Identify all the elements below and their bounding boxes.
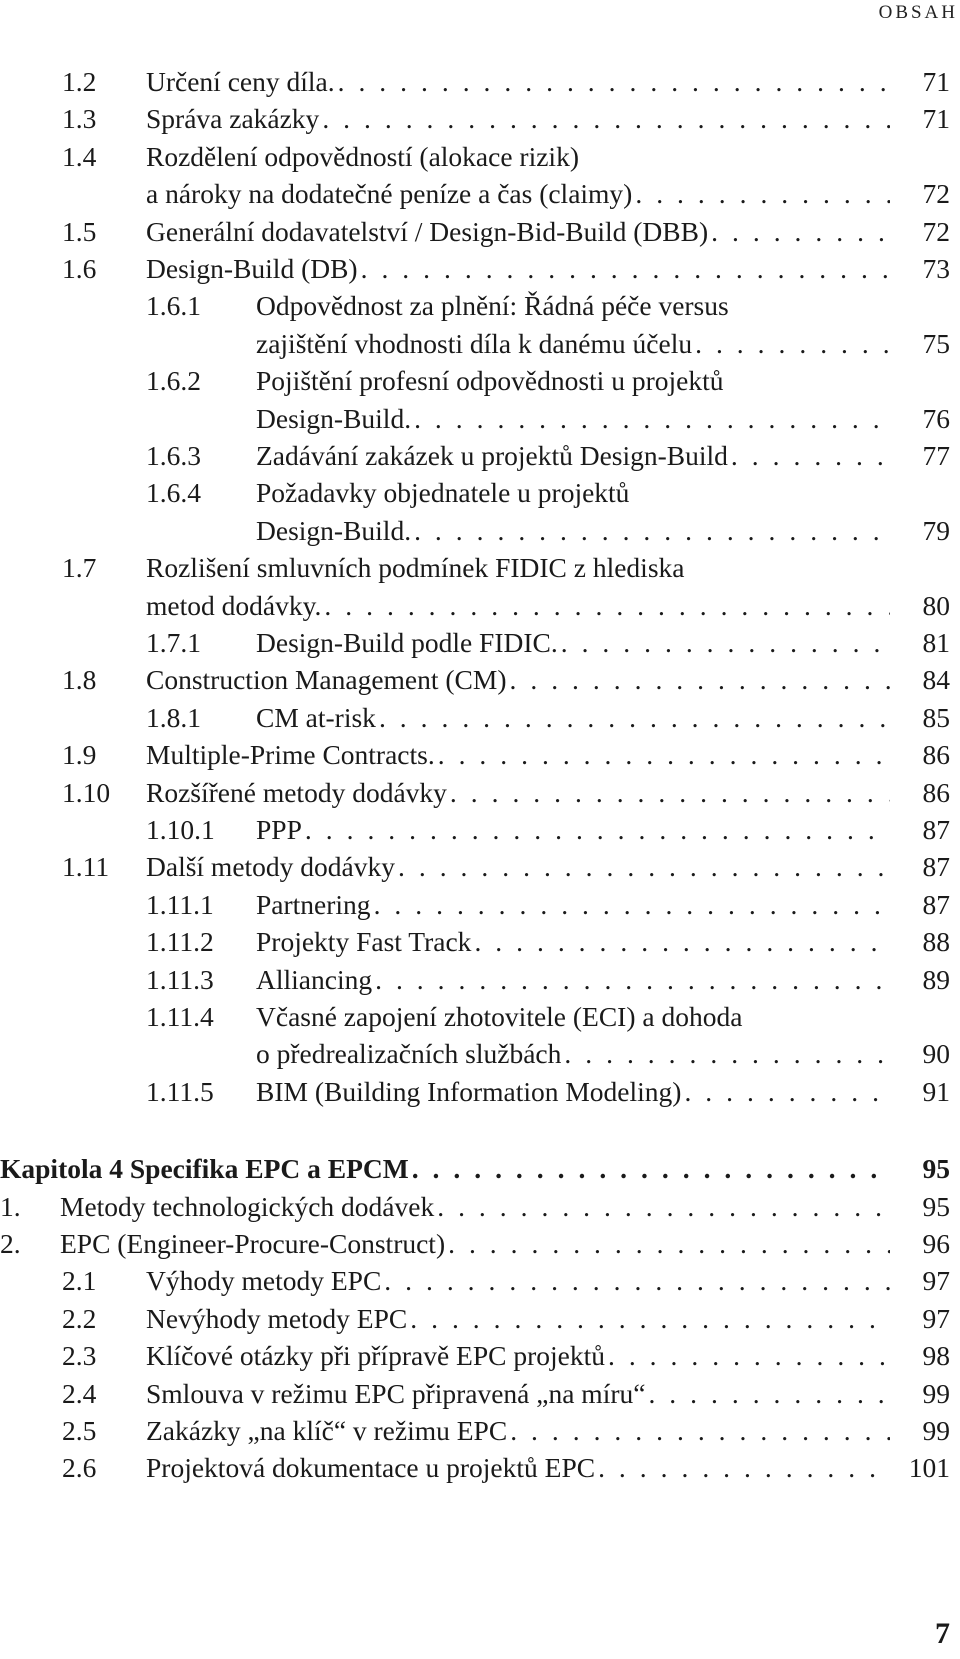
toc-entry-title: Metody technologických dodávek [60,1190,435,1222]
toc-entry-line[interactable] [0,137,960,176]
toc-entry-title: zajištění vhodnosti díla k danému účelu [256,327,693,359]
toc-entry-number: 1.11 [62,851,110,883]
toc-entry-line[interactable] [0,1411,960,1450]
dot-leader [731,436,890,475]
dot-leader [410,1299,890,1338]
dot-leader [384,1261,890,1300]
toc-entry-title: Pojištění profesní odpovědnosti u projektů [256,365,724,397]
toc-entry-line[interactable] [0,361,960,400]
toc-entry-title: Design-Build. [256,402,412,434]
toc-entry-line[interactable] [0,1187,960,1226]
toc-entry-number: 1.7.1 [146,627,201,658]
toc-entry-title: Klíčové otázky při přípravě EPC projektů [146,1340,605,1372]
toc-entry-number: 1.11.5 [146,1075,214,1107]
dot-leader [711,212,890,251]
toc-entry-title: Multiple-Prime Contracts. [146,739,435,771]
dot-leader [448,1224,890,1263]
dot-leader [561,623,890,662]
toc-entry-number: 1.3 [62,103,97,135]
toc-entry-line[interactable] [0,623,960,662]
toc-entry-title: Zadávání zakázek u projektů Design-Build [256,440,728,471]
toc-entry-line[interactable] [0,773,960,812]
toc-entry-title: Správa zakázky [146,103,320,135]
toc-entry-number: 2.4 [62,1377,97,1409]
toc-entry-title: Alliancing [256,963,373,995]
toc-entry-title: Požadavky objednatele u projektů [256,477,630,509]
toc-entry-title: Výhody metody EPC [146,1265,382,1297]
toc-entry-page: 87 [922,888,950,920]
dot-leader [437,1187,890,1226]
dot-leader [414,511,890,550]
toc-entry-page: 87 [922,814,950,845]
toc-entry-page: 90 [922,1038,950,1070]
toc-entry-number: 1. [0,1190,21,1222]
toc-entry-page: 79 [922,514,950,546]
toc-entry-page: 86 [922,739,950,771]
toc-entry-number: 1.6.4 [146,477,201,509]
toc-entry-page: 80 [922,589,950,621]
toc-entry-page: 75 [922,327,950,359]
toc-entry-line[interactable] [0,399,960,438]
toc-entry-line[interactable] [0,1224,960,1263]
toc-entry-line[interactable] [0,1448,960,1487]
dot-leader [450,773,890,812]
dot-leader [324,586,890,625]
toc-entry-number: 1.11.1 [146,888,214,920]
toc-entry-number: 1.6.1 [146,290,201,322]
toc-entry-number: 1.8 [62,664,97,696]
running-header: OBSAH [878,2,958,23]
dot-leader [598,1448,890,1487]
toc-entry-line[interactable] [0,511,960,550]
toc-entry-title: Design-Build podle FIDIC. [256,627,558,658]
toc-entry-number: 1.9 [62,739,97,771]
toc-entry-page: 71 [922,66,950,97]
dot-leader [374,885,890,924]
dot-leader [510,1411,890,1450]
toc-entry-title: EPC (Engineer-Procure-Construct) [60,1228,446,1259]
toc-entry-title: Rozlišení smluvních podmínek FIDIC z hlediska [146,552,685,584]
toc-entry-page: 91 [922,1075,950,1107]
toc-entry-title: a nároky na dodatečné peníze a čas (claimy) [146,178,633,210]
toc-entry-line[interactable] [0,960,960,999]
toc-entry-page: 73 [922,253,950,284]
dot-leader [379,698,890,737]
toc-entry-title: Další metody dodávky [146,851,395,883]
dot-leader [648,1374,890,1413]
toc-entry-page: 72 [922,215,950,247]
toc-entry-title: Včasné zapojení zhotovitele (ECI) a dohoda [256,1001,743,1032]
toc-entry-page: 98 [922,1340,950,1372]
toc-entry-page: 72 [922,178,950,210]
toc-entry-title: Nevýhody metody EPC [146,1302,408,1334]
dot-leader [322,99,890,138]
toc-entry-line[interactable] [0,548,960,587]
dot-leader [305,810,890,849]
toc-entry-number: 2.2 [62,1302,97,1334]
toc-entry-number: 1.8.1 [146,701,201,733]
toc-entry-line[interactable] [0,1072,960,1111]
toc-entry-number: 1.5 [62,215,97,247]
toc-entry-title: Partnering [256,888,371,920]
toc-entry-page: 101 [908,1452,950,1484]
toc-entry-line[interactable] [0,735,960,774]
dot-leader [474,922,890,961]
toc-entry-page: 99 [922,1377,950,1409]
dot-leader [375,960,890,999]
toc-entry-line[interactable] [0,885,960,924]
toc-entry-page: 85 [922,701,950,733]
dot-leader [338,62,890,101]
toc-entry-number: 2.5 [62,1415,97,1446]
toc-entry-page: 81 [922,627,950,658]
toc-entry-line[interactable] [0,847,960,886]
toc-entry-title: Zakázky „na klíč“ v režimu EPC [146,1415,508,1446]
toc-entry-line[interactable] [0,1336,960,1375]
toc-entry-number: 1.7 [62,552,97,584]
toc-entry-title: Design-Build. [256,514,412,546]
toc-entry-line[interactable] [0,286,960,325]
toc-entry-page: 95 [922,1153,950,1185]
toc-entry-line[interactable] [0,473,960,512]
toc-entry-page: 89 [922,963,950,995]
toc-entry-line[interactable] [0,1034,960,1073]
toc-entry-line[interactable] [0,660,960,699]
toc-entry-title: BIM (Building Information Modeling) [256,1075,682,1107]
toc-entry-title: Construction Management (CM) [146,664,507,696]
toc-entry-page: 86 [922,776,950,808]
toc-entry-title: Určení ceny díla. [146,66,335,97]
toc-entry-line[interactable] [0,1149,960,1188]
toc-entry-number: 1.4 [62,140,97,172]
toc-entry-number: 1.6 [62,253,97,284]
toc-entry-title: Projekty Fast Track [256,926,472,958]
toc-entry-line[interactable] [0,997,960,1036]
toc-entry-title: Smlouva v režimu EPC připravená „na míru“ [146,1377,646,1409]
toc-entry-line[interactable] [0,212,960,251]
toc-entry-title: metod dodávky. [146,589,322,621]
toc-entry-page: 97 [922,1302,950,1334]
dot-leader [510,660,891,699]
dot-leader [412,1149,876,1188]
dot-leader [684,1072,890,1111]
toc-entry-number: 1.2 [62,66,97,97]
toc-entry-page: 97 [922,1265,950,1297]
toc-entry-line[interactable] [0,99,960,138]
dot-leader [564,1034,890,1073]
toc-entry-page: 84 [922,664,950,696]
toc-entry-page: 88 [922,926,950,958]
toc-entry-line[interactable] [0,922,960,961]
toc-entry-title: Kapitola 4 Specifika EPC a EPCM [0,1153,409,1185]
toc-entry-title: PPP [256,814,302,845]
toc-entry-number: 2. [0,1228,21,1259]
toc-entry-title: o předrealizačních službách [256,1038,562,1070]
dot-leader [414,399,890,438]
toc-entry-number: 1.11.3 [146,963,214,995]
toc-entry-line[interactable] [0,436,960,475]
dot-leader [361,249,890,288]
dot-leader [608,1336,890,1375]
toc-entry-page: 95 [922,1190,950,1222]
dot-leader [635,174,890,213]
toc-entry-page: 77 [922,440,950,471]
toc-entry-line[interactable] [0,1261,960,1300]
dot-leader [695,324,890,363]
toc-entry-title: Odpovědnost za plnění: Řádná péče versus [256,290,729,322]
toc-entry-number: 1.10 [62,776,111,808]
toc-entry-title: Generální dodavatelství / Design-Bid-Build (DBB) [146,215,709,247]
toc-entry-number: 2.6 [62,1452,97,1484]
toc-entry-page: 71 [922,103,950,135]
toc-entry-line[interactable] [0,249,960,288]
toc-entry-line[interactable] [0,810,960,849]
toc-entry-number: 1.6.3 [146,440,201,471]
page-number: 7 [935,1617,950,1650]
toc-entry-title: Projektová dokumentace u projektů EPC [146,1452,596,1484]
toc-entry-number: 2.3 [62,1340,97,1372]
toc-entry-title: CM at-risk [256,701,376,733]
toc-entry-line[interactable] [0,586,960,625]
toc-entry-page: 99 [922,1415,950,1446]
toc-entry-number: 1.11.4 [146,1001,214,1032]
dot-leader [438,735,890,774]
toc-entry-title: Design-Build (DB) [146,253,358,284]
toc-entry-line[interactable] [0,1299,960,1338]
dot-leader [398,847,890,886]
toc-entry-line[interactable] [0,698,960,737]
toc-entry-page: 87 [922,851,950,883]
toc-entry-page: 76 [922,402,950,434]
toc-entry-title: Rozšířené metody dodávky [146,776,447,808]
toc-entry-number: 2.1 [62,1265,97,1297]
toc-entry-title: Rozdělení odpovědností (alokace rizik) [146,140,579,172]
toc-entry-line[interactable] [0,174,960,213]
toc-entry-number: 1.11.2 [146,926,214,958]
toc-entry-page: 96 [922,1228,950,1259]
toc-entry-line[interactable] [0,1374,960,1413]
toc-entry-line[interactable] [0,62,960,101]
toc-entry-number: 1.10.1 [146,814,215,845]
toc-entry-line[interactable] [0,324,960,363]
toc-entry-number: 1.6.2 [146,365,201,397]
